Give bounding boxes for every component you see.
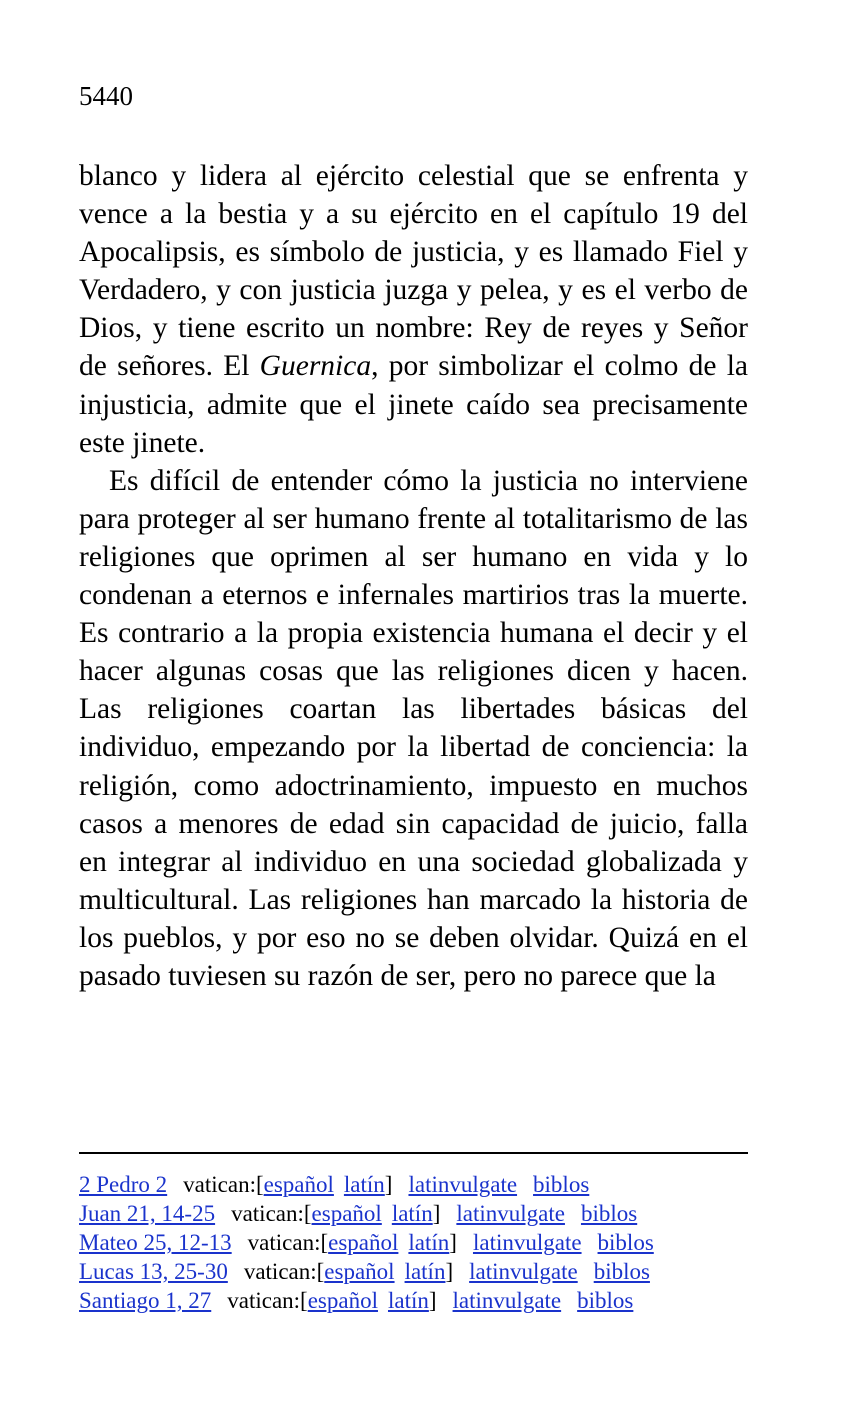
footnote-divider [79, 1152, 748, 1154]
latinvulgate-link[interactable]: latinvulgate [452, 1288, 562, 1313]
bracket-close: ] [432, 1201, 441, 1226]
bracket-close: ] [384, 1172, 393, 1197]
latinvulgate-link[interactable]: latinvulgate [472, 1230, 582, 1255]
reference-line [79, 1286, 654, 1315]
biblos-link[interactable]: biblos [593, 1259, 650, 1284]
espanol-link[interactable]: español [324, 1259, 395, 1284]
latin-link[interactable]: latín [343, 1172, 385, 1197]
biblos-link[interactable]: biblos [580, 1201, 638, 1226]
latinvulgate-link[interactable]: latinvulgate [456, 1201, 565, 1226]
espanol-link[interactable]: español [311, 1201, 382, 1226]
latin-link[interactable]: latín [391, 1201, 433, 1226]
citation-link[interactable]: Lucas 13, 25-30 [79, 1259, 228, 1284]
latin-link[interactable]: latín [404, 1259, 446, 1284]
espanol-link[interactable]: español [307, 1288, 378, 1313]
citation-link[interactable]: 2 Pedro 2 [79, 1172, 168, 1197]
body-text [79, 157, 748, 995]
biblos-link[interactable]: biblos [597, 1230, 654, 1255]
vatican-label: vatican:[ [243, 1259, 325, 1284]
reference-line [79, 1257, 654, 1286]
citation-link[interactable]: Juan 21, 14-25 [79, 1201, 216, 1226]
paragraph-2: Es difícil de entender cómo la justicia no interviene para proteger al ser humano frente al totalitarismo de las religiones que oprimen al ser humano en vida y lo condenan a eternos e infernales martirios tras la muerte. Es contrario a la propia existencia humana el decir y el hacer algunas cosas que las religiones dicen y hacen. Las religiones coartan las libertades básicas del individuo, empezando por la libertad de conciencia: la religión, como adoctrinamiento, impuesto en muchos casos a menores de edad sin capacidad de juicio, falla en integrar al individuo en una sociedad globalizada y multicultural. Las religiones han marcado la historia de los pueblos, y por eso no se deben olvidar. Quizá en el pasado tuviesen su razón de ser, pero no parece que la [79, 464, 748, 992]
biblos-link[interactable]: biblos [577, 1288, 634, 1313]
paragraph-1 [79, 157, 748, 462]
latinvulgate-link[interactable]: latinvulgate [408, 1172, 518, 1197]
latin-link[interactable]: latín [387, 1288, 429, 1313]
guernica-title: Guernica [259, 350, 372, 383]
reference-line [79, 1199, 654, 1228]
latinvulgate-link[interactable]: latinvulgate [469, 1259, 578, 1284]
latin-link[interactable]: latín [408, 1230, 450, 1255]
espanol-link[interactable]: español [328, 1230, 399, 1255]
paragraph-1-start: blanco y lidera al ejército celestial que se enfrenta y vence a la bestia y a su ejército en el capítulo 19 del Apocalipsis, es símbolo de justicia, y es llamado Fiel y Verdadero, y con justicia juzga y pelea, y es el verbo de Dios, y tiene escrito un nombre: Rey de reyes y Señor de señores. El [79, 160, 748, 383]
citation-link[interactable]: Santiago 1, 27 [79, 1288, 212, 1313]
espanol-link[interactable]: español [263, 1172, 334, 1197]
bracket-close: ] [428, 1288, 437, 1313]
page-number: 5440 [79, 81, 133, 111]
paragraph-1-end: , por simbolizar el colmo de la injusticia, admite que el jinete caído sea precisamente este jinete. [79, 350, 748, 459]
reference-line [79, 1228, 654, 1257]
vatican-label: vatican:[ [247, 1230, 329, 1255]
biblos-link[interactable]: biblos [533, 1172, 590, 1197]
vatican-label: vatican:[ [231, 1201, 312, 1226]
vatican-label: vatican:[ [227, 1288, 308, 1313]
bracket-close: ] [445, 1259, 454, 1284]
bracket-close: ] [449, 1230, 457, 1255]
bible-references [79, 1170, 654, 1315]
reference-line [79, 1170, 654, 1199]
vatican-label: vatican:[ [183, 1172, 264, 1197]
citation-link[interactable]: Mateo 25, 12-13 [79, 1230, 232, 1255]
